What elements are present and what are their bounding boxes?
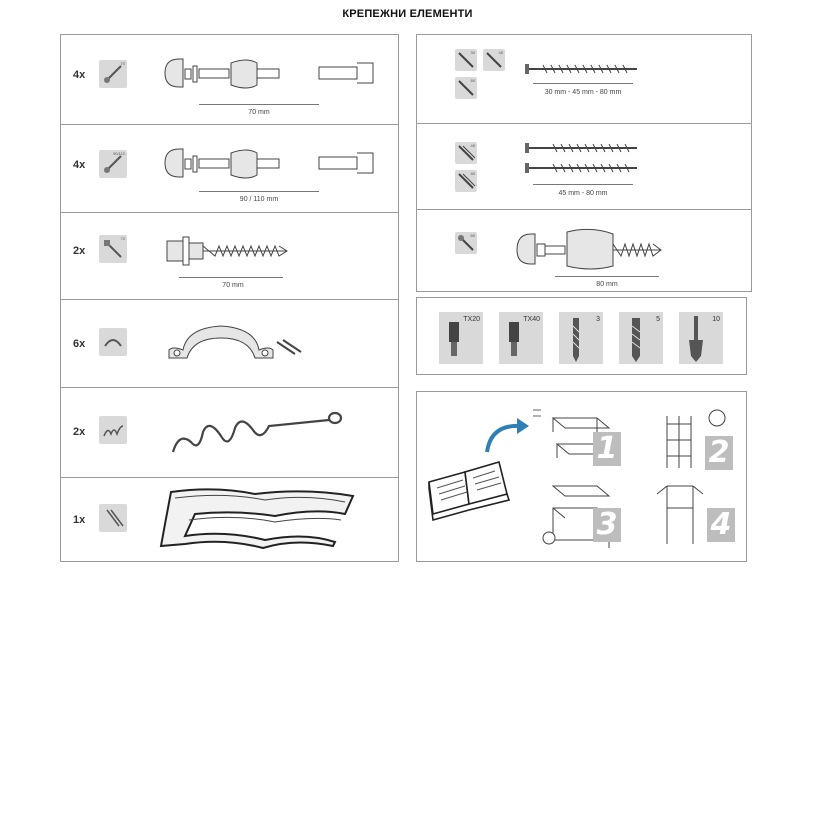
measure-line [199,191,319,192]
part-thumbnail [99,328,127,356]
screw-row-3 [417,209,751,293]
measure-label: 45 mm - 80 mm [558,190,608,197]
measure-line [533,184,633,185]
part-size-tag: 80 [470,171,475,176]
part-thumbnail [455,170,477,192]
torx-bit-icon [439,312,483,364]
bit-size-label: TX40 [523,316,540,323]
part-thumbnail [483,49,505,71]
screw-icon [455,232,477,254]
measure-line [199,104,319,105]
screw-row-1 [417,35,751,123]
profile-strip-drawing [155,484,365,554]
screw-icon [455,77,477,99]
hex-screw-drawing [161,231,301,271]
part-thumbnail [99,60,127,88]
part-size-tag: 80 [470,78,475,83]
screw-icon [483,49,505,71]
part-size-tag: 70 [120,61,125,66]
part-thumbnail [455,49,477,71]
assembly-step-4 [637,478,741,552]
screw-icon [455,170,477,192]
measure-label: 70 mm [248,109,270,116]
connector-bolt-drawing [157,53,397,103]
drill-bit [559,312,603,364]
part-size-tag: 80 [470,233,475,238]
drill-bit-icon [559,312,603,364]
bit-size-label: 10 [712,316,720,323]
quantity-label: 4x [73,159,86,171]
measure-line [533,83,633,84]
torx-bit [499,312,543,364]
spade-bit-icon [679,312,723,364]
part-size-tag: 45 [498,50,503,55]
spade-bit [679,312,723,364]
part-size-tag: 70 [120,236,125,241]
screw-icon [455,142,477,164]
drill-bit [619,312,663,364]
quantity-label: 2x [73,426,86,438]
assembly-step-2 [637,404,741,474]
measure-label: 70 mm [222,282,244,289]
step-number: 2 [705,436,733,470]
drill-bit-icon [619,312,663,364]
fastener-row-6 [61,477,398,563]
fastener-row-3 [61,212,398,299]
wood-screws-drawing [523,140,643,180]
fastener-row-1 [61,35,398,124]
part-thumbnail [99,416,127,444]
screw-icon [99,235,127,263]
screw-row-2 [417,123,751,209]
part-thumbnail [455,77,477,99]
ground-anchor-drawing [169,402,369,462]
step-number: 4 [707,508,735,542]
part-thumbnail [455,232,477,254]
measure-label: 80 mm [596,281,618,288]
tools-panel [416,297,747,375]
part-size-tag: 45 [470,143,475,148]
screw-icon [455,49,477,71]
torx-bit [439,312,483,364]
quantity-label: 4x [73,69,86,81]
bracket-icon [99,328,127,356]
cap-screw-drawing [513,222,683,272]
instructions-panel [416,391,747,562]
cable-clip-drawing [161,320,311,370]
wood-screw-drawing [523,59,643,79]
page-title: КРЕПЕЖНИ ЕЛЕМЕНТИ [342,8,473,20]
connector-bolt-drawing [157,143,397,193]
profile-strip-icon [99,504,127,532]
step-number: 1 [593,432,621,466]
fastener-row-4 [61,299,398,387]
bolt-icon [99,60,127,88]
fastener-row-2 [61,124,398,212]
part-size-tag: 90/110 [113,151,125,156]
spring-icon [99,416,127,444]
quantity-label: 6x [73,338,86,350]
quantity-label: 2x [73,245,86,257]
part-thumbnail [99,150,127,178]
bit-size-label: TX20 [463,316,480,323]
fasteners-panel-left [60,34,399,562]
curved-arrow-icon [481,416,531,456]
fasteners-panel-right [416,34,752,292]
bolt-icon [99,150,127,178]
part-thumbnail [455,142,477,164]
torx-bit-icon [499,312,543,364]
fastener-row-5 [61,387,398,477]
part-size-tag: 30 [470,50,475,55]
measure-line [179,277,283,278]
quantity-label: 1x [73,514,86,526]
measure-line [555,276,659,277]
part-thumbnail [99,504,127,532]
bit-size-label: 5 [656,316,660,323]
assembly-step-3 [527,478,631,552]
step-number: 3 [593,508,621,542]
bit-size-label: 3 [596,316,600,323]
part-thumbnail [99,235,127,263]
measure-label: 30 mm - 45 mm - 80 mm [544,89,622,96]
assembly-step-1 [527,404,631,474]
measure-label: 90 / 110 mm [239,196,279,203]
